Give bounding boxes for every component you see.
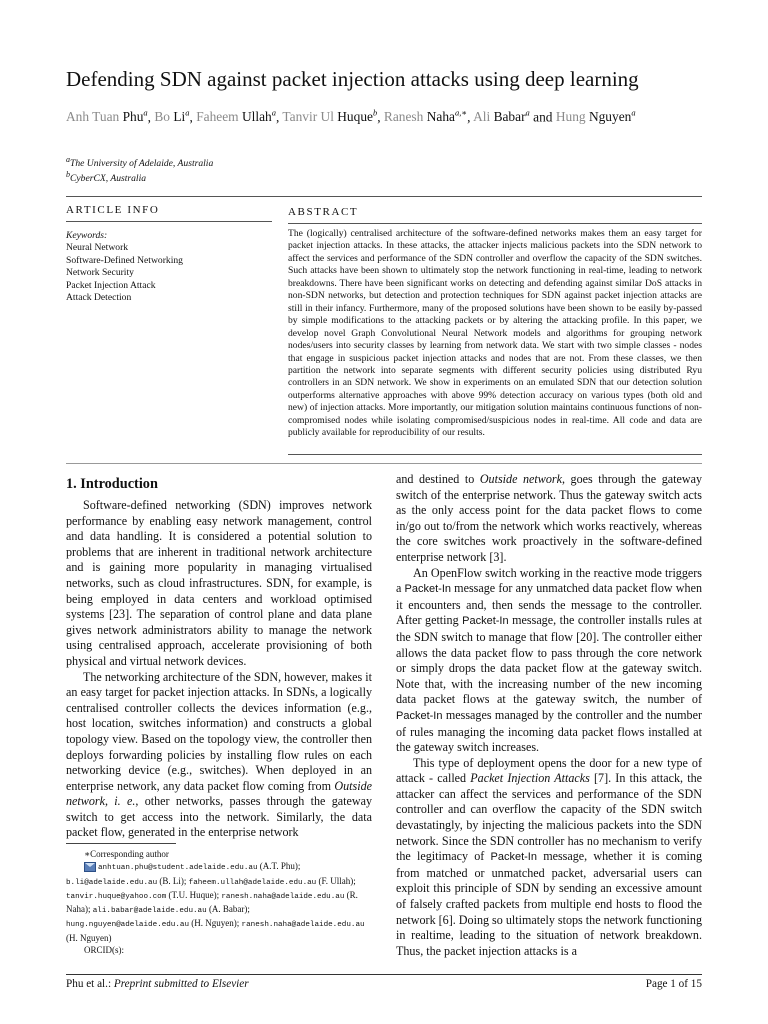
abstract-heading: ABSTRACT — [288, 206, 359, 218]
author-name: Faheem Ullah$^a$ — [196, 108, 276, 125]
paragraph: This type of deployment opens the door for a new type of attack - called Packet Injection Attacks [7]. In this attack, the attacker can affect the services and performance of the SDN controller and can overflow the capacity of the SDN switch devastatingly, by injecting the malicious packets into the SDN network. Since the SDN controller has no mechanism to verify the legitimacy of Packet-In message, whether it is coming from matched or unmatched packet, adversarial users can exploit this principle of SDN by sending an excessive amount of falsely crafted packets from multiple end hosts to flood the network [6]. Doing so ultimately stops the network functioning in realtime, leading to the situation of network breakdown. Thus, the packet injection attacks is a — [396, 755, 703, 958]
section-heading-introduction: 1. Introduction — [66, 476, 158, 492]
author-name: Bo Li$^a$ — [154, 108, 190, 125]
article-info-heading: ARTICLE INFO — [66, 204, 160, 216]
footnote — [66, 848, 372, 956]
author-name: Ali Babar$^a$ — [473, 108, 530, 125]
paragraph: An OpenFlow switch working in the reactive mode triggers a Packet-In message for any unmatched data packet flow when it encounters and, then sends the message to the controller. After getting Packet-In message, the controller installs rules at the SDN switch to manage that flow [20]. The controller either allows the data packet flow to pass through the core network or simply drops the data packet flow at the gateway switch. Note that, with the increasing number of the new incoming data packet flows at the gateway switch, the number of Packet-In messages managed by the controller and the number of rules managing the incoming data packet flows installed at the gateway switch increases. — [396, 565, 702, 755]
keyword: Network Security — [66, 267, 134, 279]
right-column — [396, 472, 702, 959]
email-link[interactable]: b.li@adelaide.edu.au — [66, 878, 158, 887]
abstract-bottom-divider — [288, 454, 702, 455]
footer-divider — [66, 974, 702, 975]
affiliation-a: $^a$The University of Adelaide, Australia — [66, 155, 214, 170]
keyword: Neural Network — [66, 242, 129, 254]
email-link[interactable]: ali.babar@adelaide.edu.au — [92, 907, 207, 916]
paragraph: Software-defined networking (SDN) improves network performance by enabling easy network management, control and data handling. It is considered a potential solution to problems that are inherent in traditional network architecture and is gaining more popularity in managing virtualised networks, such as cloud infrastructures. SDN, for example, is being employed in data centers and workload optimised systems [23]. The separation of control plane and data plane gives network administrators ability to manage the network using centralised approach, accelerate provisioning of both physical and virtual network devices. — [66, 498, 372, 668]
email-link[interactable]: hung.nguyen@adelaide.edu.au — [66, 921, 190, 930]
author-name: Tanvir Ul Huque$^b$ — [282, 108, 378, 125]
email-list: anhtuan.phu@student.adelaide.edu.au (A.T. Phu); b.li@adelaide.edu.au (B. Li); faheem.ullah@adelaide.edu.au (F. Ullah); tanvir.huque@yahoo.com (T.U. Huque); ranesh.naha@adelaide.edu.au (R. Naha); ali.babar@adelaide.edu.au (A. Babar); hung.nguyen@adelaide.edu.au (H. Nguyen); ranesh.naha@adelaide.edu.au (H. Nguyen) — [66, 861, 365, 943]
corresponding-author-note: ∗Corresponding author — [84, 849, 169, 859]
abstract-divider — [288, 223, 702, 224]
author-list: Anh Tuan Phu$^a$, Bo Li$^a$, Faheem Ullah$^a$, Tanvir Ul Huque$^b$, Ranesh Naha$^{a,∗}$, Ali Babar$^a$ and Hung Nguyen$^a$ — [66, 108, 636, 125]
left-column — [66, 498, 372, 841]
paragraph: and destined to Outside network, goes through the gateway switch of the enterprise network. Thus the gateway switch acts as the only access point for the data packet flows to come in/go out to/from the network which works reactively, whereas the core switches work proactively in the software-defined enterprise network [3]. — [396, 472, 703, 564]
email-link[interactable]: faheem.ullah@adelaide.edu.au — [188, 878, 317, 887]
keyword: Attack Detection — [66, 292, 132, 304]
article-info-divider — [66, 221, 272, 222]
email-icon — [84, 862, 96, 872]
keywords-block — [66, 230, 183, 304]
footnote-divider — [66, 843, 176, 844]
footer-left: Phu et al.: Preprint submitted to Elsevier — [66, 978, 249, 990]
paragraph: The networking architecture of the SDN, however, makes it an easy target for packet injection attacks. In SDNs, a logically centralised controller collects the devices information (e.g., host location, switches information) and constructs a global topology view. Based on the topology view, the controller then deploys forwarding policies by installing flow rules on each networking device (e.g., switches). When deployed in an enterprise network, any data packet flow coming from Outside network, i. e., other networks, passes through the gateway switch to get access into the network. Similarly, the data packet flow, generated in the enterprise network — [66, 669, 372, 840]
author-name: Anh Tuan Phu$^a$ — [66, 108, 148, 125]
paper-title: Defending SDN against packet injection attacks using deep learning — [66, 67, 639, 91]
keywords-label: Keywords: — [66, 230, 108, 241]
affiliation-b: $^b$CyberCX, Australia — [66, 170, 147, 185]
abstract-text: The (logically) centralised architecture of the software-defined networks makes them an easy target for packet injection attacks. In these attacks, the attacker injects malicious packets into the SDN network to affect the services and performance of the SDN controller and overflow the capacity of the SDN switches. Such attacks have been shown to ultimately stop the network functioning in real-time, leading to network breakdowns. There have been significant works on detecting and defending against similar DoS attacks in non-SDN networks, but detection and protection techniques for SDN against packet injection attacks are still in their infancy. Furthermore, many of the proposed solutions have been shown to be easily by-passed by simple modifications to the attacking packets or by altering the attacking profile. In this paper, we develop novel Graph Convolutional Neural Network models and algorithms for grouping network nodes/users into security classes by learning from network data. We start with two simple classes - nodes that engage in suspicious packet injection attacks and nodes that are not. From these classes, we then partition the network into separate segments with different security policies using distributed Ryu controllers in an SDN network. We show in experiments on an emulated SDN that our detection solution outperforms alternative approaches with above 99% detection accuracy on various types (both old and new) of injection attacks. More importantly, our mitigation solution maintains continuous functions of non-compromised nodes while isolating compromised/suspicious nodes in real-time. All code and data are publicly available for reproducibility of our results. — [288, 228, 702, 439]
author-name: Hung Nguyen$^a$ — [555, 108, 636, 125]
keyword: Software-Defined Networking — [66, 254, 183, 266]
keyword: Packet Injection Attack — [66, 279, 156, 291]
section-divider — [66, 463, 702, 464]
email-link[interactable]: ranesh.naha@adelaide.edu.au — [221, 892, 345, 901]
email-link[interactable]: tanvir.huque@yahoo.com — [66, 892, 167, 901]
email-link[interactable]: anhtuan.phu@student.adelaide.edu.au — [98, 864, 258, 873]
email-link[interactable]: ranesh.naha@adelaide.edu.au — [241, 921, 365, 930]
footer-page-number: Page 1 of 15 — [645, 978, 702, 990]
orcid-label: ORCID(s): — [84, 945, 124, 956]
author-name: Ranesh Naha$^{a,∗}$ — [383, 108, 468, 125]
header-divider — [66, 196, 702, 197]
